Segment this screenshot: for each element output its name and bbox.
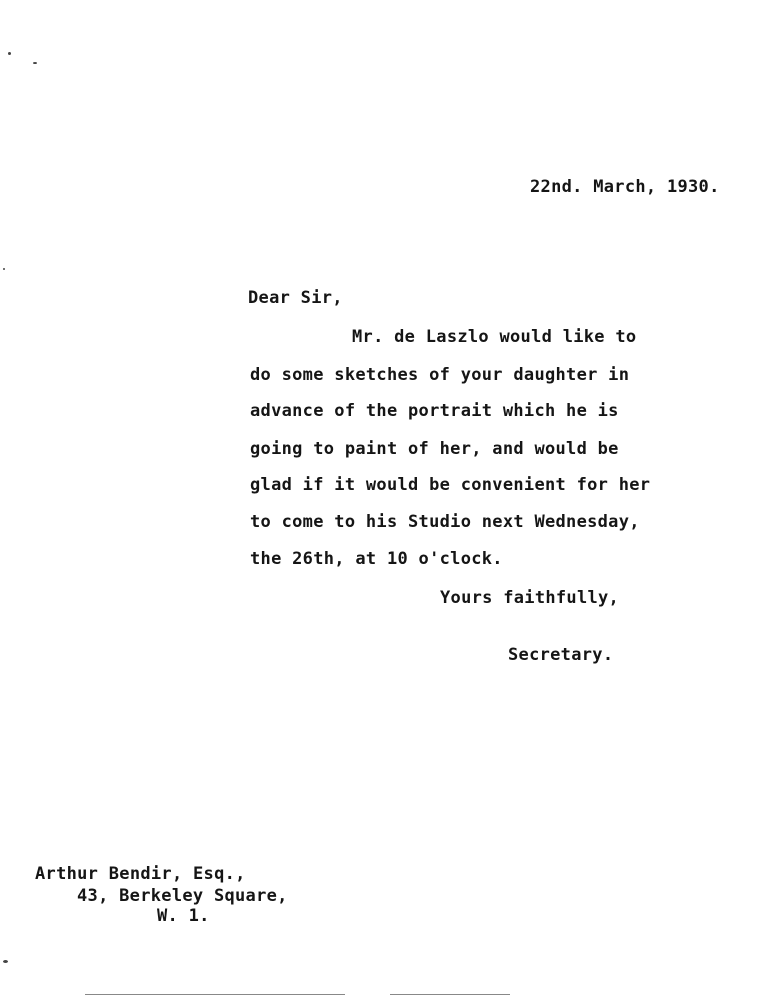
recipient-street: 43, Berkeley Square, [77, 886, 288, 906]
scan-edge-line [85, 994, 345, 995]
scan-edge-line [390, 994, 510, 995]
body-line-6: to come to his Studio next Wednesday, [250, 512, 640, 532]
body-line-2: do some sketches of your daughter in [250, 365, 630, 385]
scan-speck [8, 52, 11, 55]
scan-speck [3, 960, 8, 963]
recipient-name: Arthur Bendir, Esq., [35, 864, 246, 884]
scan-speck [3, 268, 5, 270]
signature: Secretary. [508, 645, 614, 665]
salutation: Dear Sir, [248, 288, 343, 308]
body-line-4: going to paint of her, and would be [250, 439, 619, 459]
letter-date: 22nd. March, 1930. [530, 177, 720, 197]
scan-speck [33, 62, 37, 64]
body-line-5: glad if it would be convenient for her [250, 475, 651, 495]
recipient-district: W. 1. [157, 906, 210, 926]
body-line-1: Mr. de Laszlo would like to [352, 327, 637, 347]
body-line-3: advance of the portrait which he is [250, 401, 619, 421]
closing: Yours faithfully, [440, 588, 620, 608]
body-line-7: the 26th, at 10 o'clock. [250, 549, 503, 569]
